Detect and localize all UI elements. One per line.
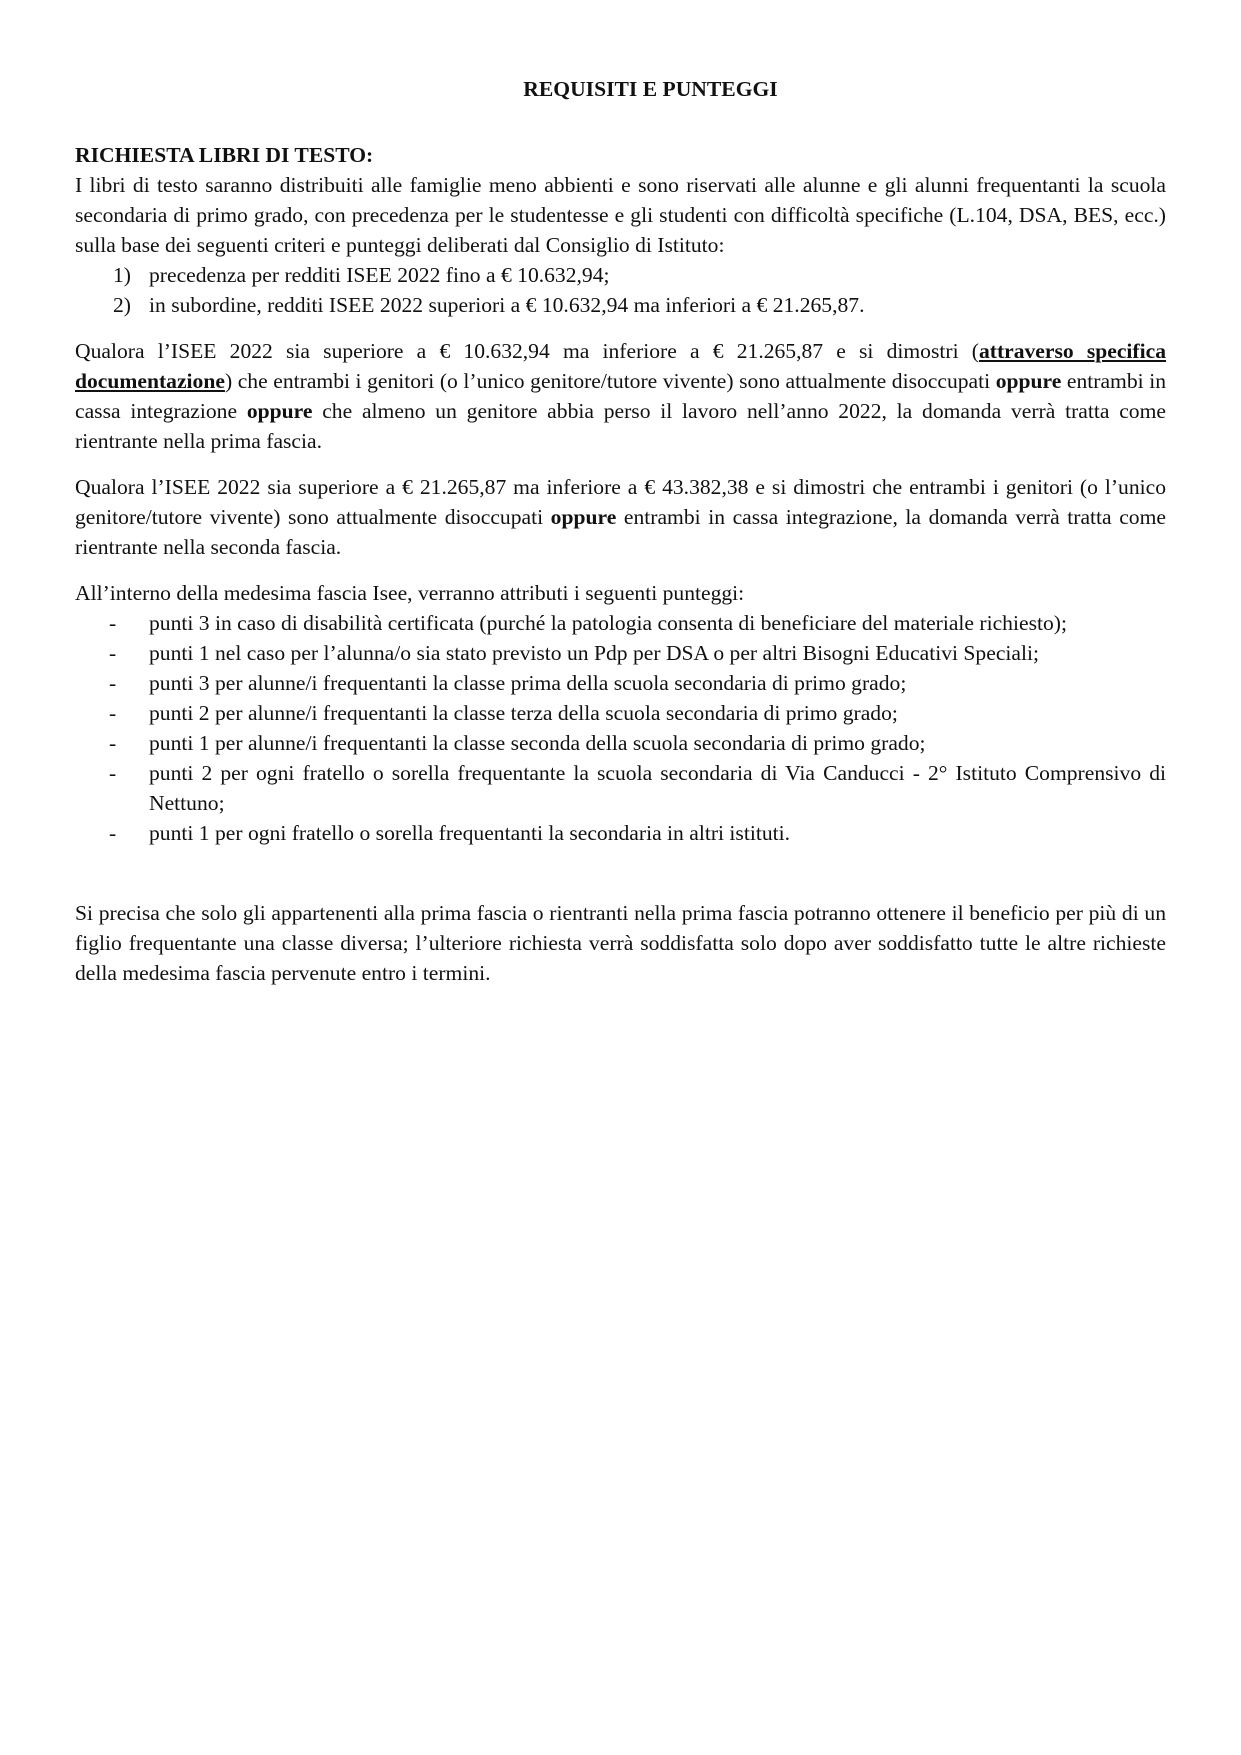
text-run: Qualora l’ISEE 2022 sia superiore a € 21.265,87 ma inferiore a € 43.382,38 e si dimostri che entrambi i genitori (o l’unico genitore/tutore vivente) sono attualmente disoccupati <box>75 475 1166 529</box>
text-run: entrambi in cassa integrazione <box>75 369 1167 423</box>
criteria-item <box>113 290 1166 320</box>
points-item <box>109 668 1166 698</box>
section-heading: RICHIESTA LIBRI DI TESTO: <box>75 143 374 167</box>
dash-bullet: - <box>109 671 117 695</box>
second-band-paragraph <box>75 472 1166 562</box>
points-text: punti 1 per alunne/i frequentanti la classe seconda della scuola secondaria di primo grado; <box>149 731 926 755</box>
points-text: punti 1 per ogni fratello o sorella frequentanti la secondaria in altri istituti. <box>149 821 791 845</box>
criteria-item <box>113 260 1166 290</box>
points-item <box>109 638 1166 668</box>
points-item <box>109 758 1166 818</box>
text-run: entrambi in cassa integrazione, la domanda verrà tratta come rientrante nella seconda fascia. <box>75 505 1166 559</box>
criteria-list <box>75 260 1166 320</box>
points-item <box>109 608 1166 638</box>
points-item <box>109 698 1166 728</box>
dash-bullet: - <box>109 701 117 725</box>
dash-bullet: - <box>109 761 117 785</box>
emphasis-oppure: oppure <box>550 505 617 529</box>
points-text: punti 3 in caso di disabilità certificata (purché la patologia consenta di beneficiare del materiale richiesto); <box>149 611 1067 635</box>
closing-paragraph: Si precisa che solo gli appartenenti alla prima fascia o rientranti nella prima fascia potranno ottenere il beneficio per più di un figlio frequentante una classe diversa; l’ulteriore richiesta verrà soddisfatta solo dopo aver soddisfatto tutte le altre richieste della medesima fascia pervenute entro i termini. <box>75 901 1166 985</box>
emphasis-underlined: attraverso specifica documentazione <box>75 339 1167 393</box>
points-text: punti 2 per alunne/i frequentanti la classe terza della scuola secondaria di primo grado; <box>149 701 898 725</box>
text-run: che almeno un genitore abbia perso il lavoro nell’anno 2022, la domanda verrà tratta come rientrante nella prima fascia. <box>75 399 1166 453</box>
text-run: Qualora l’ISEE 2022 sia superiore a € 10.632,94 ma inferiore a € 21.265,87 e si dimostri ( <box>75 339 979 363</box>
emphasis-oppure: oppure <box>995 369 1062 393</box>
points-text: punti 3 per alunne/i frequentanti la classe prima della scuola secondaria di primo grado; <box>149 671 907 695</box>
points-text: punti 1 nel caso per l’alunna/o sia stato previsto un Pdp per DSA o per altri Bisogni Educativi Speciali; <box>149 641 1039 665</box>
dash-bullet: - <box>109 731 117 755</box>
dash-bullet: - <box>109 821 117 845</box>
dash-bullet: - <box>109 641 117 665</box>
criteria-text: in subordine, redditi ISEE 2022 superiori a € 10.632,94 ma inferiori a € 21.265,87. <box>149 293 865 317</box>
text-run: ) che entrambi i genitori (o l’unico genitore/tutore vivente) sono attualmente disoccupati <box>224 369 996 393</box>
points-list <box>75 608 1166 848</box>
emphasis-oppure: oppure <box>246 399 313 423</box>
points-intro: All’interno della medesima fascia Isee, verranno attributi i seguenti punteggi: <box>75 581 745 605</box>
intro-paragraph: I libri di testo saranno distribuiti alle famiglie meno abbienti e sono riservati alle alunne e gli alunni frequentanti la scuola secondaria di primo grado, con precedenza per le studentesse e gli studenti con difficoltà specifiche (L.104, DSA, BES, ecc.) sulla base dei seguenti criteri e punteggi deliberati dal Consiglio di Istituto: <box>75 173 1166 257</box>
criteria-text: precedenza per redditi ISEE 2022 fino a € 10.632,94; <box>149 263 610 287</box>
points-text: punti 2 per ogni fratello o sorella frequentante la scuola secondaria di Via Canducci - 2° Istituto Comprensivo di Nettuno; <box>149 761 1166 815</box>
points-item <box>109 728 1166 758</box>
dash-bullet: - <box>109 611 117 635</box>
points-item <box>109 818 1166 848</box>
document-title: REQUISITI E PUNTEGGI <box>523 77 778 101</box>
first-band-paragraph <box>75 336 1166 456</box>
criteria-number: 1) <box>113 263 131 287</box>
criteria-number: 2) <box>113 293 131 317</box>
